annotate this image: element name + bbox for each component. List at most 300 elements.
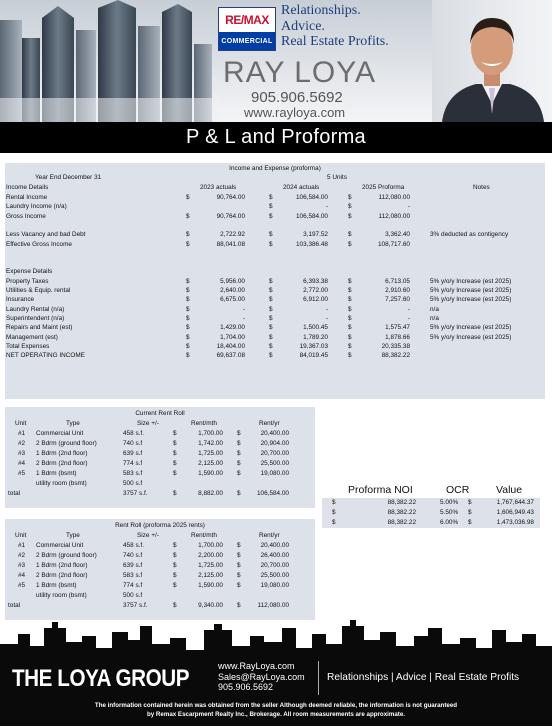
noi-value: 88,382.22	[387, 519, 416, 526]
unit-size: 639 s.f	[123, 562, 143, 569]
row-note: 5% y/o/y Increase (est 2025)	[430, 333, 512, 341]
row-label: Gross Income	[6, 212, 46, 220]
currency-2024: $	[269, 352, 273, 360]
unit-size: 458 s.f.	[123, 430, 144, 437]
rent-year: 19,080.00	[260, 470, 289, 477]
table-row	[5, 449, 315, 459]
value-2025: 6,713.05	[385, 277, 410, 285]
currency-2024: $	[269, 342, 273, 350]
currency-month: $	[173, 572, 177, 579]
table-row	[5, 551, 315, 561]
unit-size: 583 s.f	[123, 470, 143, 477]
currency-2024: $	[269, 212, 273, 220]
footer-disclaimer	[0, 701, 552, 719]
table-row	[322, 508, 540, 518]
table-row	[322, 518, 540, 528]
page-title-bar	[0, 122, 552, 153]
table-row	[5, 323, 545, 332]
rent-year: 20,400.00	[260, 542, 289, 549]
unit-size: 458 s.f.	[123, 542, 144, 549]
value-2024: 19,367.03	[299, 342, 328, 350]
property-value: 1,767,644.37	[496, 499, 534, 506]
currency-2024: $	[269, 314, 273, 322]
unit-type: Commercial Unit	[36, 542, 84, 549]
rent-year: 25,500.00	[260, 572, 289, 579]
unit-size: 774 s.f	[123, 582, 143, 589]
table-row	[5, 193, 545, 202]
value-2024: -	[325, 305, 328, 313]
value-2025: -	[407, 203, 410, 211]
currency-2023: $	[186, 305, 190, 313]
currency-2023: $	[186, 296, 190, 304]
value-2023: -	[242, 305, 245, 313]
value-2024: 103,386.48	[296, 240, 328, 248]
value-2023: 6,675.00	[220, 296, 245, 304]
slogan	[281, 3, 389, 50]
table-row	[5, 221, 545, 230]
column-header-notes: Notes	[473, 183, 490, 191]
currency-month: $	[173, 552, 177, 559]
table-row	[5, 439, 315, 449]
footer	[0, 655, 552, 726]
rent-month: 1,725.00	[198, 562, 223, 569]
currency-2023: $	[186, 324, 190, 332]
slogan-line: Real Estate Profits.	[281, 34, 389, 49]
unit-type: 2 Bdrm (ground floor)	[36, 552, 97, 559]
unit-type: 2 Bdrm (2nd floor)	[36, 572, 88, 579]
ocr-rate: 5.00%	[440, 499, 459, 506]
table-row	[5, 351, 545, 360]
currency-year: $	[237, 450, 241, 457]
unit-number: #2	[18, 440, 26, 447]
currency-2025: $	[348, 231, 352, 239]
table-title: Income and Expense (proforma)	[229, 165, 321, 172]
units-label: 5 Units	[327, 174, 347, 182]
property-value: 1,473,036.98	[496, 519, 534, 526]
row-label: Repairs and Maint (est)	[6, 324, 73, 332]
row-label: Insurance	[6, 296, 35, 304]
table-row	[5, 212, 545, 221]
ocr-rate: 5.50%	[440, 509, 459, 516]
currency-year: $	[237, 460, 241, 467]
currency-year: $	[237, 430, 241, 437]
currency-month: $	[173, 490, 177, 497]
page-title: P & L and Proforma	[186, 126, 366, 148]
header-size: Size +/-	[137, 420, 159, 427]
unit-type: Commercial Unit	[36, 430, 84, 437]
value-2024: 84,019.45	[299, 352, 328, 360]
rent-year: 20,700.00	[260, 562, 289, 569]
row-label: Management (est)	[6, 333, 58, 341]
current-rent-roll-table	[5, 407, 315, 508]
row-label: Utilities & Equip. rental	[6, 287, 71, 294]
row-label: Laundry Income (n/a)	[6, 203, 67, 211]
row-label: Expense Details	[6, 268, 53, 276]
table-row	[5, 267, 545, 276]
table-title-row	[5, 164, 545, 173]
rent-roll-title-row	[5, 521, 315, 531]
unit-size: 740 s.f	[123, 440, 143, 447]
value-2025: 108,717.60	[378, 240, 410, 248]
rent-month: 2,125.00	[198, 572, 223, 579]
table-row	[5, 581, 315, 591]
ocr-rate: 6.00%	[440, 519, 459, 526]
currency-2024: $	[269, 333, 273, 341]
currency-2025: $	[348, 342, 352, 350]
unit-size: 774 s.f	[123, 460, 143, 467]
currency-year: $	[237, 470, 241, 477]
row-label: NET OPERATING INCOME	[6, 352, 85, 360]
value-2023: 69,637.08	[216, 352, 245, 360]
total-rent-month: 9,340.00	[198, 602, 223, 609]
unit-number: #1	[18, 542, 26, 549]
rent-year: 26,400.00	[260, 552, 289, 559]
unit-type: 2 Bdrm (ground floor)	[36, 440, 97, 447]
row-label: Property Taxes	[6, 277, 49, 285]
currency-year: $	[237, 572, 241, 579]
table-row	[5, 286, 545, 295]
value-2024: 1,500.45	[303, 324, 328, 332]
table-row	[5, 240, 545, 249]
currency-2023: $	[186, 333, 190, 341]
value-2025: 1,878.66	[385, 333, 410, 341]
footer-phone: 905.906.5692	[218, 682, 274, 692]
value-2024: 6,912.00	[303, 296, 328, 304]
value-2025: 2,910.60	[385, 287, 410, 294]
unit-number: #3	[18, 450, 26, 457]
disclaimer-line: The information contained herein was obtained from the seller Although deemed reliable, the information is not guaranteed	[94, 702, 458, 709]
rent-roll-header-row	[5, 531, 315, 541]
unit-size: 500 s.f	[123, 480, 143, 487]
currency-2024: $	[269, 305, 273, 313]
unit-type: 1 Bdrm (bsmt)	[36, 582, 77, 589]
unit-type: 1 Bdrm (bsmt)	[36, 470, 77, 477]
currency-month: $	[173, 562, 177, 569]
currency-value: $	[468, 509, 472, 516]
income-expense-table	[5, 163, 545, 399]
footer-website-link[interactable]: www.RayLoya.com	[218, 661, 295, 671]
value-2025: 3,362.40	[385, 231, 410, 239]
column-header-2024: 2024 actuals	[283, 183, 320, 191]
rent-month: 1,700.00	[198, 430, 223, 437]
value-2025: 112,080.00	[378, 194, 410, 201]
value-2024: 2,772.00	[303, 287, 328, 294]
table-row	[5, 333, 545, 342]
value-2025: 1,575.47	[385, 324, 410, 332]
header-rent-year: Rent/yr	[259, 420, 280, 427]
unit-size: 500 s.f	[123, 592, 143, 599]
currency-noi: $	[332, 509, 336, 516]
rent-roll-header-row	[5, 419, 315, 429]
value-2023: 90,764.00	[216, 194, 245, 201]
currency-month: $	[173, 450, 177, 457]
proforma-noi-table	[322, 484, 540, 528]
unit-size: 583 s.f	[123, 572, 143, 579]
currency-2023: $	[186, 231, 190, 239]
currency-2025: $	[348, 203, 352, 211]
value-2023: 1,429.00	[220, 324, 245, 332]
agent-website: www.rayloya.com	[244, 105, 346, 120]
rent-month: 1,742.00	[198, 440, 223, 447]
column-header-2023: 2023 actuals	[200, 183, 237, 191]
currency-2025: $	[348, 194, 352, 201]
currency-2024: $	[269, 324, 273, 332]
currency-2023: $	[186, 342, 190, 350]
row-label: Superintendent (n/a)	[6, 314, 65, 322]
value-2023: 2,640.00	[220, 287, 245, 294]
header-rent-year: Rent/yr	[259, 532, 280, 539]
value-2024: 3,197.52	[303, 231, 328, 239]
unit-type: 2 Bdrm (2nd floor)	[36, 460, 88, 467]
footer-contact	[218, 661, 305, 693]
currency-noi: $	[332, 519, 336, 526]
currency-2025: $	[348, 296, 352, 304]
currency-year: $	[237, 542, 241, 549]
table-row	[5, 459, 315, 469]
row-note: 5% y/o/y Increase (est 2025)	[430, 287, 512, 294]
noi-value: 88,382.22	[387, 499, 416, 506]
value-2024: -	[325, 314, 328, 322]
rent-roll-title-row	[5, 409, 315, 419]
table-row	[5, 295, 545, 304]
currency-year: $	[237, 562, 241, 569]
currency-value: $	[468, 519, 472, 526]
total-rent-year: 106,584.00	[257, 490, 289, 497]
table-row	[5, 342, 545, 351]
header-proforma-noi: Proforma NOI	[348, 484, 413, 496]
header-size: Size +/-	[137, 532, 159, 539]
rent-month: 1,590.00	[198, 470, 223, 477]
rent-year: 20,904.00	[260, 440, 289, 447]
rent-month: 1,725.00	[198, 450, 223, 457]
unit-size: 740 s.f	[123, 552, 143, 559]
footer-divider	[318, 661, 319, 695]
header-type: Type	[66, 532, 80, 539]
rent-month: 1,590.00	[198, 582, 223, 589]
table-row	[5, 249, 545, 258]
unit-type: 1 Bdrm (2nd floor)	[36, 450, 88, 457]
slogan-line: Advice.	[281, 18, 325, 34]
value-2023: 88,041.08	[216, 240, 245, 248]
value-2024: 106,584.00	[296, 194, 328, 201]
unit-number: #5	[18, 470, 26, 477]
currency-2024: $	[269, 287, 273, 294]
total-rent-year: 112,080.00	[257, 602, 289, 609]
unit-number: #5	[18, 582, 26, 589]
table-row	[5, 202, 545, 211]
footer-tagline: Relationships | Advice | Real Estate Profits	[327, 672, 520, 683]
rent-roll-title: Current Rent Roll	[135, 410, 185, 417]
currency-2024: $	[269, 240, 273, 248]
currency-2025: $	[348, 352, 352, 360]
value-2023: 1,704.00	[220, 333, 245, 341]
table-row	[5, 305, 545, 314]
currency-2025: $	[348, 212, 352, 220]
unit-number: #4	[18, 460, 26, 467]
total-size: 3757 s.f.	[123, 490, 148, 497]
header-value: Value	[496, 484, 523, 496]
currency-month: $	[173, 470, 177, 477]
total-rent-month: 8,882.00	[198, 490, 223, 497]
currency-2023: $	[186, 194, 190, 201]
header-unit: Unit	[15, 532, 27, 539]
row-label: Laundry Rental (n/a)	[6, 305, 65, 313]
currency-2025: $	[348, 287, 352, 294]
currency-2025: $	[348, 314, 352, 322]
table-row	[5, 479, 315, 489]
value-2025: -	[407, 314, 410, 322]
value-2024: 1,789.20	[303, 333, 328, 341]
total-size: 3757 s.f.	[123, 602, 148, 609]
unit-type: utility room (bsmt)	[36, 480, 87, 487]
currency-year: $	[237, 490, 241, 497]
row-label: Total Expenses	[6, 342, 50, 350]
unit-number: #4	[18, 572, 26, 579]
currency-2025: $	[348, 333, 352, 341]
currency-month: $	[173, 460, 177, 467]
rent-month: 2,125.00	[198, 460, 223, 467]
header-ocr: OCR	[446, 484, 470, 496]
currency-2024: $	[269, 203, 273, 211]
currency-2023: $	[186, 277, 190, 285]
unit-type: utility room (bsmt)	[36, 592, 87, 599]
table-row	[5, 571, 315, 581]
unit-size: 639 s.f	[123, 450, 143, 457]
currency-2024: $	[269, 231, 273, 239]
row-label: Less Vacancy and bad Debt	[6, 231, 86, 239]
currency-2024: $	[269, 194, 273, 201]
currency-value: $	[468, 499, 472, 506]
currency-year: $	[237, 602, 241, 609]
table-row	[5, 314, 545, 323]
currency-month: $	[173, 582, 177, 589]
header-type: Type	[66, 420, 80, 427]
remax-commercial-logo	[218, 7, 276, 51]
column-header-label: Income Details	[6, 183, 49, 191]
value-2024: 6,393.38	[303, 277, 328, 285]
remax-logo-text: RE/MAX	[225, 13, 269, 27]
currency-2023: $	[186, 212, 190, 220]
total-label: total	[8, 602, 21, 609]
noi-value: 88,382.22	[387, 509, 416, 516]
unit-number: #3	[18, 562, 26, 569]
row-note: n/a	[430, 314, 439, 322]
agent-portrait	[432, 0, 552, 122]
currency-2025: $	[348, 324, 352, 332]
currency-2023: $	[186, 352, 190, 360]
table-row	[5, 591, 315, 601]
slogan-line: Relationships.	[281, 3, 361, 18]
currency-2023: $	[186, 314, 190, 322]
table-row	[5, 561, 315, 571]
footer-email-link[interactable]: Sales@RayLoya.com	[218, 671, 305, 682]
agent-phone: 905.906.5692	[251, 89, 343, 106]
rent-month: 2,200.00	[198, 552, 223, 559]
row-label: Rental Income	[6, 194, 48, 201]
value-2023: 18,404.00	[216, 342, 245, 350]
row-label: Effective Gross Income	[6, 240, 72, 248]
currency-month: $	[173, 542, 177, 549]
table-row	[5, 469, 315, 479]
table-row	[322, 498, 540, 508]
currency-2025: $	[348, 240, 352, 248]
unit-type: 1 Bdrm (2nd floor)	[36, 562, 88, 569]
currency-2025: $	[348, 305, 352, 313]
header-rent-month: Rent/mth	[191, 420, 217, 427]
total-label: total	[8, 490, 21, 497]
total-row	[5, 489, 315, 499]
header-unit: Unit	[15, 420, 27, 427]
header-banner	[0, 0, 552, 122]
row-note: 5% y/o/y Increase (est 2025)	[430, 296, 512, 304]
value-2023: -	[242, 314, 245, 322]
row-note: 3% deducted as contigency	[430, 231, 509, 239]
value-2025: 20,335.38	[381, 342, 410, 350]
value-2025: 88,382.22	[381, 352, 410, 360]
footer-brand: THE LOYA GROUP	[12, 665, 190, 692]
row-note: 5% y/o/y Increase (est 2025)	[430, 277, 512, 285]
value-2025: -	[407, 305, 410, 313]
currency-noi: $	[332, 499, 336, 506]
currency-month: $	[173, 440, 177, 447]
rent-year: 25,500.00	[260, 460, 289, 467]
value-2023: 5,956.00	[220, 277, 245, 285]
header-rent-month: Rent/mth	[191, 532, 217, 539]
rent-year: 19,080.00	[260, 582, 289, 589]
value-2025: 7,257.60	[385, 296, 410, 304]
period-label: Year End December 31	[35, 174, 102, 182]
table-row	[5, 429, 315, 439]
currency-2025: $	[348, 277, 352, 285]
period-row	[5, 173, 545, 182]
proforma-rent-roll-table	[5, 519, 315, 620]
currency-2023: $	[186, 240, 190, 248]
rent-month: 1,700.00	[198, 542, 223, 549]
rent-year: 20,700.00	[260, 450, 289, 457]
disclaimer-line: by Remax Escarpment Realty Inc., Brokerage. All room measurements are approximate.	[146, 711, 406, 718]
table-row	[5, 230, 545, 239]
currency-2023: $	[186, 287, 190, 294]
value-2024: -	[325, 203, 328, 211]
noi-header-row	[322, 484, 540, 497]
total-row	[5, 601, 315, 611]
value-2025: 112,080.00	[378, 212, 410, 220]
currency-year: $	[237, 440, 241, 447]
value-2023: 2,722.92	[220, 231, 245, 239]
unit-number: #1	[18, 430, 26, 437]
currency-year: $	[237, 552, 241, 559]
table-row	[5, 258, 545, 267]
currency-month: $	[173, 602, 177, 609]
unit-number: #2	[18, 552, 26, 559]
rent-year: 20,400.00	[260, 430, 289, 437]
currency-year: $	[237, 582, 241, 589]
rent-roll-title: Rent Roll (proforma 2025 rents)	[115, 522, 205, 529]
agent-name: RAY LOYA	[223, 56, 377, 89]
table-row	[5, 541, 315, 551]
value-2024: 106,584.00	[296, 212, 328, 220]
currency-2024: $	[269, 277, 273, 285]
remax-logo-subtext: COMMERCIAL	[219, 32, 275, 50]
value-2023: 90,764.00	[216, 212, 245, 220]
property-value: 1,606,949.43	[496, 509, 534, 516]
currency-2024: $	[269, 296, 273, 304]
table-row	[5, 277, 545, 286]
currency-month: $	[173, 430, 177, 437]
column-header-row	[5, 183, 545, 192]
row-note: n/a	[430, 305, 439, 313]
row-note: 5% y/o/y Increase (est 2025)	[430, 324, 512, 332]
